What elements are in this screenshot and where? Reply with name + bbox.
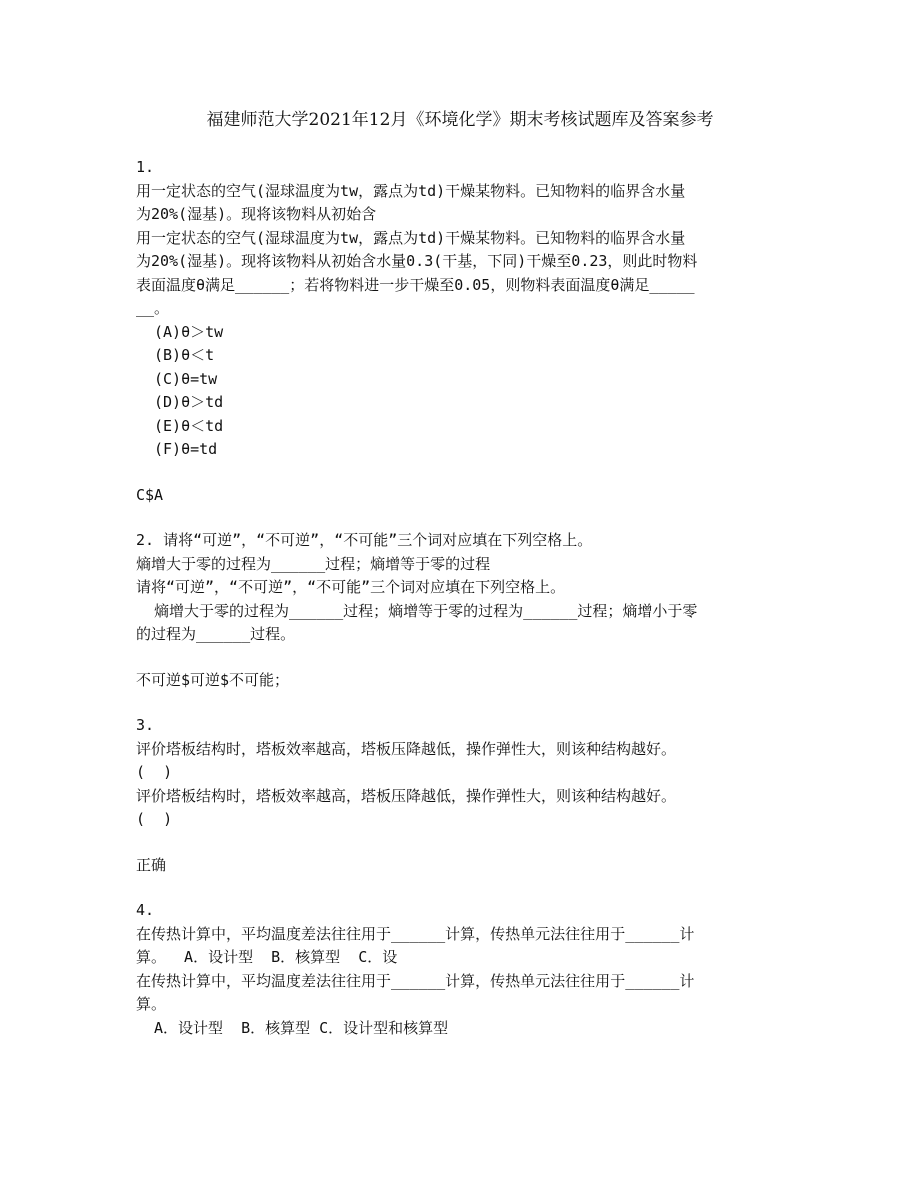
question-stem-line: 用一定状态的空气(湿球温度为tw，露点为td)干燥某物料。已知物料的临界含水量 [136, 228, 686, 247]
option-e: (E)θ＜td [154, 416, 224, 435]
option-d: (D)θ＞td [154, 393, 224, 411]
question-stem-line: 熵增大于零的过程为______过程；熵增等于零的过程为______过程；熵增小于零 [154, 601, 698, 620]
answer: 正确 [136, 855, 167, 874]
question-stem-line: 表面温度θ满足______；若将物料进一步干燥至0.05，则物料表面温度θ满足_____ [136, 275, 695, 294]
document-title: 福建师范大学2021年12月《环境化学》期末考核试题库及答案参考 [206, 110, 714, 130]
question-stem-line: 2. 请将“可逆”，“不可逆”，“不可能”三个词对应填在下列空格上。 [136, 531, 593, 549]
option-c: (C)θ=tw [154, 369, 218, 388]
question-3 [136, 714, 796, 877]
question-1 [136, 156, 796, 507]
question-stem-line: 的过程为______过程。 [136, 625, 296, 643]
answer: C$A [136, 485, 164, 504]
question-stem-line: 请将“可逆”，“不可逆”，“不可能”三个词对应填在下列空格上。 [136, 578, 566, 596]
question-number: 4. [136, 901, 155, 919]
question-stem-line: ( ) [136, 763, 173, 781]
question-stem-line: 算。 A．设计型 B．核算型 C．设 [136, 948, 398, 966]
question-number: 3. [136, 716, 155, 734]
option-f: (F)θ=td [154, 440, 218, 458]
question-stem-line: 评价塔板结构时，塔板效率越高，塔板压降越低，操作弹性大，则该种结构越好。 [136, 786, 677, 805]
question-stem-line: 算。 [136, 995, 167, 1013]
question-stem-line: 熵增大于零的过程为______过程；熵增等于零的过程 [136, 554, 491, 573]
option-a: (A)θ＞tw [154, 322, 224, 341]
question-stem-line: 为20%(湿基)。现将该物料从初始含 [136, 205, 377, 223]
question-2 [136, 529, 796, 692]
question-stem-line: 在传热计算中，平均温度差法往往用于______计算，传热单元法往往用于______计 [136, 924, 695, 943]
question-stem-line: ( ) [136, 810, 173, 828]
question-4 [136, 899, 796, 1040]
question-stem-line: 在传热计算中，平均温度差法往往用于______计算，传热单元法往往用于______计 [136, 971, 695, 990]
option-b: (B)θ＜t [154, 346, 215, 364]
question-stem-line: 评价塔板结构时，塔板效率越高，塔板压降越低，操作弹性大，则该种结构越好。 [136, 739, 677, 758]
answer: 不可逆$可逆$不可能； [136, 670, 290, 689]
question-stem-line: 用一定状态的空气(湿球温度为tw，露点为td)干燥某物料。已知物料的临界含水量 [136, 181, 686, 200]
question-options-line: A．设计型 B．核算型 C．设计型和核算型 [154, 1018, 449, 1037]
question-stem-line: 为20%(湿基)。现将该物料从初始含水量0.3(干基，下同)干燥至0.23，则此时物料 [136, 252, 698, 270]
question-number: 1. [136, 158, 155, 176]
question-stem-line: __。 [136, 299, 170, 317]
question-list [136, 156, 796, 1040]
